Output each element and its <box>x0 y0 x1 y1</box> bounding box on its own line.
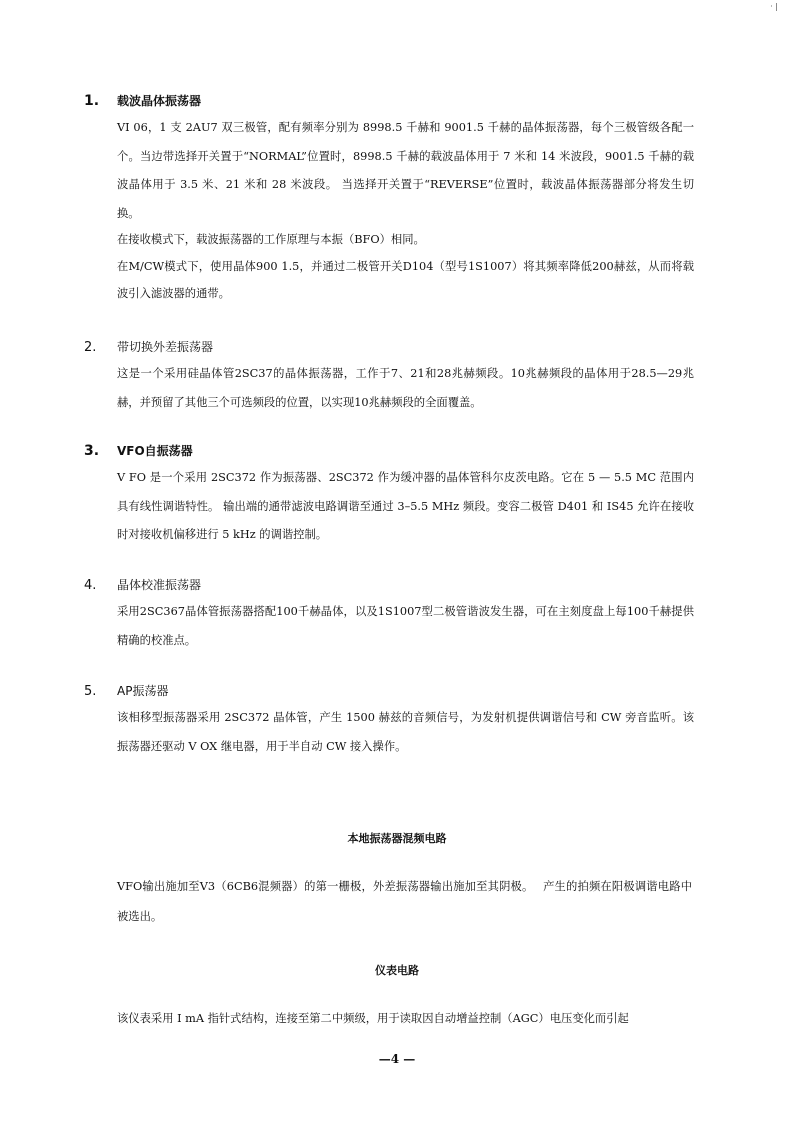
section-title: 载波晶体振荡器 <box>117 94 202 108</box>
section-paragraph: 采用2SC367晶体管振荡器搭配100千赫晶体，以及1S1007型二极管谐波发生器，可在主刻度盘上每100千赫提供精确的校准点。 <box>117 605 694 647</box>
mixer-paragraph: VFO输出施加至V3（6CB6混频器）的第一栅极，外差振荡器输出施加至其阴极。 产生的拍频在阳极调谐电路中被选出。 <box>117 880 692 923</box>
section-number: 3. <box>84 443 100 459</box>
section-paragraph: 该相移型振荡器采用 2SC372 晶体管，产生 1500 赫兹的音频信号，为发射机提供调谐信号和 CW 旁音监听。该振荡器还驱动 V OX 继电器，用于半自动 CW 接入操作。 <box>117 711 694 753</box>
section-paragraph: VI 06，1 支 2AU7 双三极管，配有频率分别为 8998.5 千赫和 9001.5 千赫的晶体振荡器，每个三极管级各配一个。当边带选择开关置于“NORMAL”位置时，8998.5 千赫的载波晶体用于 7 米和 14 米波段，9001.5 千赫的载波晶体用于 3.5 米、21 米和 28 米波段。 当选择开关置于“REVERSE”位置时，载波晶体振荡器部分将发生切换。 <box>117 121 694 220</box>
section-paragraph: 这是一个采用硅晶体管2SC37的晶体振荡器，工作于7、21和28兆赫频段。10兆赫频段的晶体用于28.5—29兆赫，并预留了其他三个可选频段的位置，以实现10兆赫频段的全面覆盖。 <box>117 367 694 409</box>
section-number: 2. <box>84 340 97 355</box>
section-3 <box>84 442 694 550</box>
section-4 <box>84 576 694 655</box>
section-5 <box>84 682 694 761</box>
section-paragraph: 在M/CW模式下，使用晶体900 1.5，并通过二极管开关D104（型号1S1007）将其频率降低200赫兹，从而将载波引入滤波器的通带。 <box>117 260 694 300</box>
section-title: 晶体校准振荡器 <box>117 578 202 592</box>
section-paragraph: V FO 是一个采用 2SC372 作为振荡器、2SC372 作为缓冲器的晶体管科尔皮茨电路。它在 5 — 5.5 MC 范围内具有线性调谐特性。 输出端的通带滤波电路调谐至通过 3–5.5 MHz 频段。变容二极管 D401 和 IS45 允许在接收时对接收机偏移进行 5 kHz 的调谐控制。 <box>117 471 694 541</box>
section-paragraph: 在接收模式下，载波振荡器的工作原理与本振（BFO）相同。 <box>117 233 425 246</box>
section-title: 带切换外差振荡器 <box>117 340 214 354</box>
meter-paragraph: 该仪表采用 I mA 指针式结构，连接至第二中频级，用于读取因自动增益控制（AGC）电压变化而引起 <box>117 1012 629 1025</box>
page-number: —4 — <box>378 1052 416 1066</box>
section-1 <box>84 92 694 307</box>
corner-mark: · | <box>770 2 778 11</box>
section-number: 1. <box>84 93 100 109</box>
section-number: 5. <box>84 684 97 699</box>
mixer-heading: 本地振荡器混频电路 <box>347 832 447 845</box>
meter-heading: 仪表电路 <box>375 964 419 977</box>
section-title: VFO自振荡器 <box>117 444 193 458</box>
section-number: 4. <box>84 578 97 593</box>
section-title: AP振荡器 <box>117 684 169 698</box>
section-2 <box>84 338 694 417</box>
